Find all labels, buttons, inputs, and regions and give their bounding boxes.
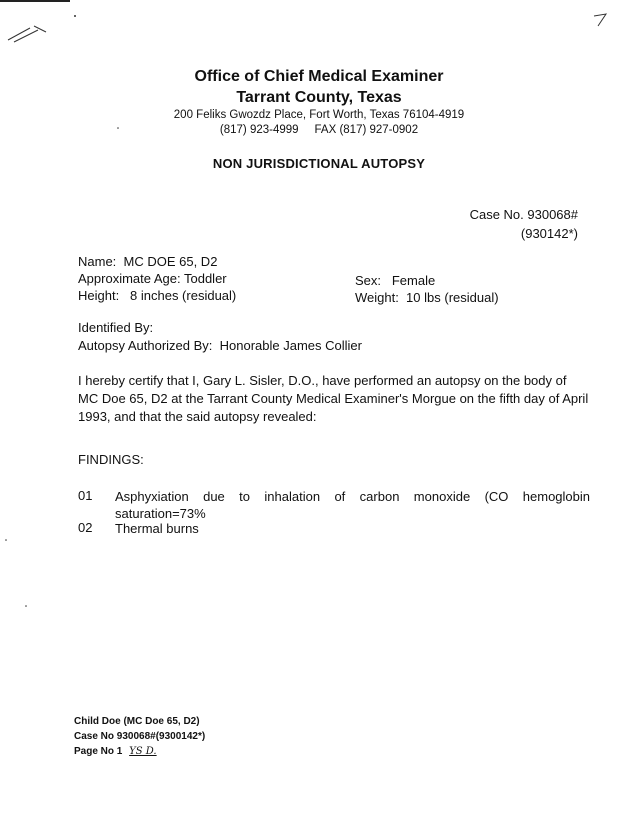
decedent-weight: Weight: 10 lbs (residual) [355,290,499,305]
office-title: Office of Chief Medical Examiner [194,68,444,85]
footer-page-number: Page No 1 [74,746,123,757]
decedent-sex: Sex: Female [355,273,436,288]
decedent-age: Approximate Age: Toddler [78,271,227,286]
identified-by: Identified By: [78,320,154,335]
case-number: Case No. 930068# [469,207,578,222]
footer-case-number: Case No 930068#(9300142*) [74,731,206,742]
finding-number: 01 [78,488,93,503]
footer-page [74,746,157,757]
page-corner-mark [594,14,606,26]
speck [5,539,7,541]
decedent-name: Name: MC DOE 65, D2 [78,254,218,269]
decedent-height: Height: 8 inches (residual) [78,288,237,303]
case-alt-number: (930142*) [520,226,578,241]
speck [74,15,76,17]
office-address: 200 Feliks Gwozdz Place, Fort Worth, Texas 76104-4919 [173,109,465,121]
handwritten-initials: YS D. [129,746,157,757]
document-type: NON JURISDICTIONAL AUTOPSY [212,156,426,171]
county-title: Tarrant County, Texas [236,89,402,106]
footer-child-doe: Child Doe (MC Doe 65, D2) [74,716,200,727]
findings-heading: FINDINGS: [78,452,144,467]
finding-text: Asphyxiation due to inhalation of carbon monoxide (CO hemoglobin saturation=73% [115,489,590,521]
authorized-by: Autopsy Authorized By: Honorable James Collier [78,338,362,353]
finding-text: Thermal burns [115,521,199,536]
certification-statement: I hereby certify that I, Gary L. Sisler, D.O., have performed an autopsy on the body of MC Doe 65, D2 at the Tarrant County Medical Examiner's Morgue on the fifth day of April 1993, and that the said autopsy revealed: [78,373,589,424]
corner-scribble [8,28,38,42]
speck [25,605,27,607]
office-phones: (817) 923-4999 FAX (817) 927-0902 [219,124,419,136]
finding-number: 02 [78,520,93,535]
